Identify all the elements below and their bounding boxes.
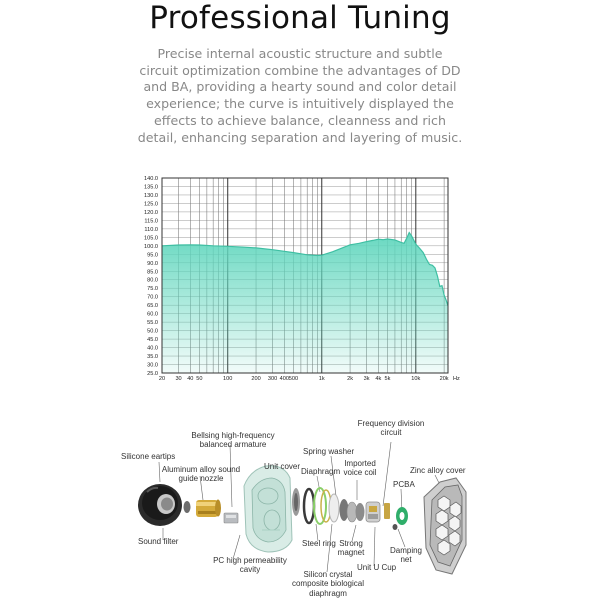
y-tick-label: 60.0 <box>147 311 158 318</box>
label-line: Imported <box>344 459 376 468</box>
label-line: guide nozzle <box>178 474 224 484</box>
label-line: Silicon crystal <box>303 570 353 579</box>
label-line: net <box>400 555 412 565</box>
frequency-division-circuit-icon <box>384 503 390 519</box>
label-strong-magnet <box>336 539 366 558</box>
label-imported-voice-coil <box>343 459 377 478</box>
x-tick-label: 50 <box>196 376 203 382</box>
label-aluminum-nozzle <box>158 465 244 484</box>
sound-filter-icon <box>184 501 191 513</box>
y-tick-label: 140.0 <box>144 176 158 182</box>
y-tick-label: 55.0 <box>147 320 158 327</box>
label-line: Aluminum alloy sound <box>161 465 241 474</box>
y-tick-label: 110.0 <box>144 226 158 233</box>
label-bellsing-armature <box>183 431 283 450</box>
description-line: experience; the curve is intuitively displayed the <box>146 96 454 112</box>
label-line: Frequency division <box>357 419 425 428</box>
description-line: Precise internal acoustic structure and subtle <box>157 46 443 61</box>
y-tick-label: 105.0 <box>144 235 158 242</box>
page-title: Professional Tuning <box>149 0 451 36</box>
y-tick-label: 130.0 <box>144 192 158 199</box>
label-sound-filter: Sound filter <box>138 537 179 546</box>
y-tick-label: 100.0 <box>144 243 158 250</box>
y-tick-label: 70.0 <box>147 294 158 301</box>
y-tick-label: 95.0 <box>147 252 158 259</box>
y-tick-label: 120.0 <box>144 209 158 216</box>
label-line: diaphragm <box>309 588 347 598</box>
label-unit-cover: Unit cover <box>264 462 301 471</box>
label-silicone-eartips: Silicone eartips <box>121 452 176 461</box>
magnet-stack-icon <box>340 499 365 522</box>
damping-net-icon <box>393 524 398 530</box>
diaphragm-icon <box>314 488 331 524</box>
x-tick-label: 1k <box>318 376 325 382</box>
description-line: circuit optimization combine the advantages of DD <box>139 62 461 78</box>
label-pcba: PCBA <box>393 480 415 489</box>
y-tick-label: 45.0 <box>147 337 158 344</box>
zinc-alloy-cover-icon <box>424 478 466 574</box>
unit-u-cup-icon <box>366 502 380 522</box>
x-tick-label: 500 <box>288 376 299 382</box>
label-frequency-division-circuit <box>355 419 427 438</box>
x-tick-label: 20 <box>158 376 166 382</box>
label-steel-ring: Steel ring <box>302 539 336 548</box>
label-pc-cavity <box>204 556 296 575</box>
y-tick-label: 90.0 <box>147 260 158 267</box>
aluminum-nozzle-icon <box>196 500 221 518</box>
y-tick-label: 65.0 <box>147 303 158 310</box>
label-line: voice coil <box>343 468 377 478</box>
label-line: balanced armature <box>199 440 267 450</box>
y-tick-label: 80.0 <box>147 277 158 284</box>
x-tick-label: 100 <box>223 376 233 382</box>
y-tick-label: 115.0 <box>144 218 158 225</box>
y-tick-label: 40.0 <box>147 345 158 352</box>
steel-ring-icon <box>304 489 314 523</box>
x-tick-label: 400 <box>279 376 290 382</box>
label-line: Strong <box>339 539 363 548</box>
x-unit-label: Hz <box>453 376 460 382</box>
x-tick-label: 2k <box>347 376 354 382</box>
y-tick-label: 25.0 <box>147 371 158 377</box>
x-tick-label: 20k <box>439 376 449 382</box>
label-line: PC high permeability <box>213 556 287 565</box>
pc-cavity-icon <box>244 466 292 552</box>
x-tick-label: 5k <box>384 376 391 382</box>
label-silicon-crystal-diaphragm <box>284 570 372 598</box>
label-unit-u-cup: Unit U Cup <box>357 563 397 572</box>
x-tick-label: 30 <box>175 376 182 382</box>
label-line: circuit <box>380 428 402 438</box>
description-line: detail, enhancing separation and layering of music. <box>137 129 463 145</box>
y-tick-label: 75.0 <box>147 286 158 293</box>
label-line: cavity <box>239 565 261 575</box>
description-line: and BA, providing a hearty sound and color detail <box>143 79 457 95</box>
y-tick-label: 50.0 <box>147 328 158 335</box>
silicone-eartip-icon <box>138 484 182 526</box>
label-diaphragm: Diaphragm <box>301 467 341 476</box>
description-line: effects to achieve balance, cleanness and rich <box>154 112 446 128</box>
silicon-crystal-diaphragm-icon <box>329 494 339 522</box>
x-tick-label: 4k <box>375 376 382 382</box>
unit-cover-icon <box>292 488 300 516</box>
y-tick-label: 85.0 <box>147 269 158 276</box>
x-tick-label: 200 <box>251 376 261 382</box>
x-tick-label: 10k <box>411 376 421 382</box>
label-zinc-alloy-cover: Zinc alloy cover <box>410 466 466 475</box>
label-damping-net <box>388 546 424 565</box>
y-tick-label: 135.0 <box>144 184 158 191</box>
label-spring-washer: Spring washer <box>303 447 355 456</box>
y-tick-label: 35.0 <box>147 354 158 361</box>
balanced-armature-icon <box>224 513 238 523</box>
label-line: composite biological <box>291 579 365 589</box>
y-tick-label: 30.0 <box>147 362 158 369</box>
label-line: magnet <box>337 548 365 558</box>
x-tick-label: 40 <box>187 376 194 382</box>
pcba-icon <box>396 507 408 525</box>
x-tick-label: 300 <box>267 376 278 382</box>
label-line: Bellsing high-frequency <box>191 431 275 440</box>
label-line: Damping <box>389 546 422 555</box>
x-tick-label: 3k <box>363 376 370 382</box>
y-tick-label: 125.0 <box>144 201 158 208</box>
